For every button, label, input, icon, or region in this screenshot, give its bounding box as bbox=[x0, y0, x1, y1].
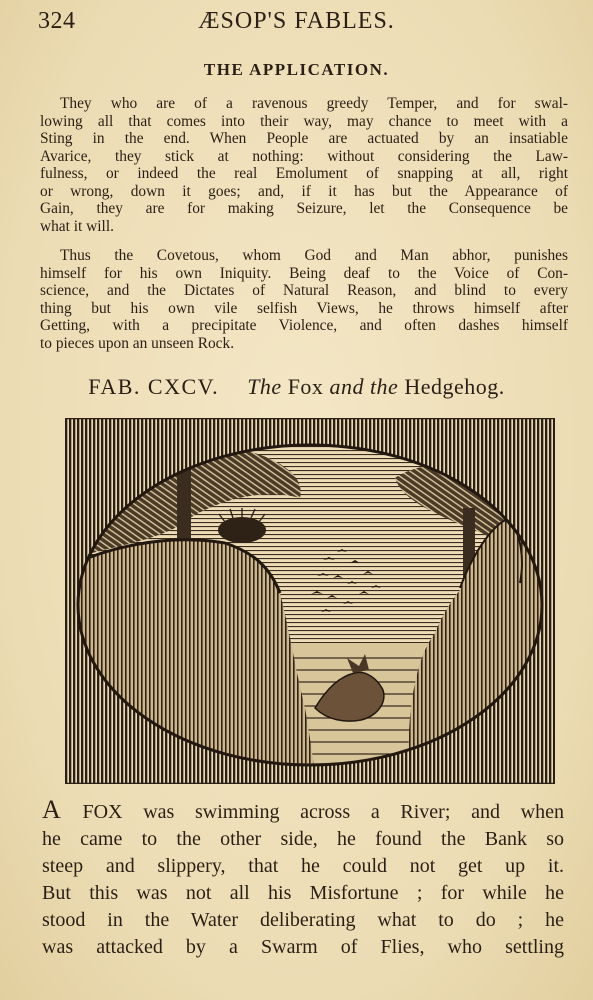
title-word-hedgehog: Hedgehog. bbox=[404, 374, 505, 399]
text-line bbox=[42, 796, 564, 826]
application-heading: THE APPLICATION. bbox=[203, 60, 390, 79]
drop-cap: A bbox=[42, 795, 62, 824]
text-line: stood in the Water deliberating what to do ; he bbox=[42, 909, 564, 931]
text-line: Getting, with a precipitate Violence, and often dashes himself bbox=[40, 317, 568, 334]
text-line: Avarice, they stick at nothing: without considering the Law- bbox=[40, 147, 568, 165]
page-header bbox=[0, 8, 593, 40]
title-word-and-the: and the bbox=[329, 374, 399, 399]
text-line: steep and slippery, that he could not get up it. bbox=[42, 855, 564, 877]
woodcut-illustration bbox=[65, 418, 555, 784]
title-word-the: The bbox=[247, 374, 282, 399]
text-line: But this was not all his Misfortune ; for while he bbox=[42, 882, 564, 904]
text-line: fulness, or indeed the real Emolument of snapping at all, right bbox=[40, 165, 568, 182]
text-line: science, and the Dictates of Natural Reason, and blind to every bbox=[40, 282, 568, 299]
title-word-fox: Fox bbox=[287, 374, 324, 399]
text-line: to pieces upon an unseen Rock. bbox=[40, 334, 235, 352]
text-line: or wrong, down it goes; and, if it has but the Appearance of bbox=[40, 182, 568, 200]
text-line: lowing all that comes into their way, may chance to meet with a bbox=[40, 112, 568, 130]
text-line: he came to the other side, he found the Bank so bbox=[42, 828, 564, 850]
application-paragraph-1 bbox=[40, 95, 568, 235]
text-line: They who are of a ravenous greedy Temper, and for swal- bbox=[60, 95, 568, 112]
text-line-content: FOX was swimming across a River; and when bbox=[61, 801, 564, 823]
fable-title bbox=[0, 374, 593, 400]
application-paragraph-2 bbox=[40, 247, 568, 352]
fable-number: FAB. CXCV. bbox=[88, 374, 220, 399]
text-line: what it will. bbox=[40, 217, 114, 235]
running-head: ÆSOP'S FABLES. bbox=[198, 8, 395, 34]
text-line: Thus the Covetous, whom God and Man abhor, punishes bbox=[60, 247, 568, 264]
page-number: 324 bbox=[38, 8, 76, 34]
text-line: Sting in the end. When People are actuated by an insatiable bbox=[40, 130, 568, 147]
fable-text bbox=[42, 796, 564, 961]
text-line: was attacked by a Swarm of Flies, who settling bbox=[42, 936, 564, 958]
text-line: himself for his own Iniquity. Being deaf to the Voice of Con- bbox=[40, 264, 568, 282]
text-line: thing but his own vile selfish Views, he throws himself after bbox=[40, 299, 568, 317]
text-line: Gain, they are for making Seizure, let the Consequence be bbox=[40, 200, 568, 217]
